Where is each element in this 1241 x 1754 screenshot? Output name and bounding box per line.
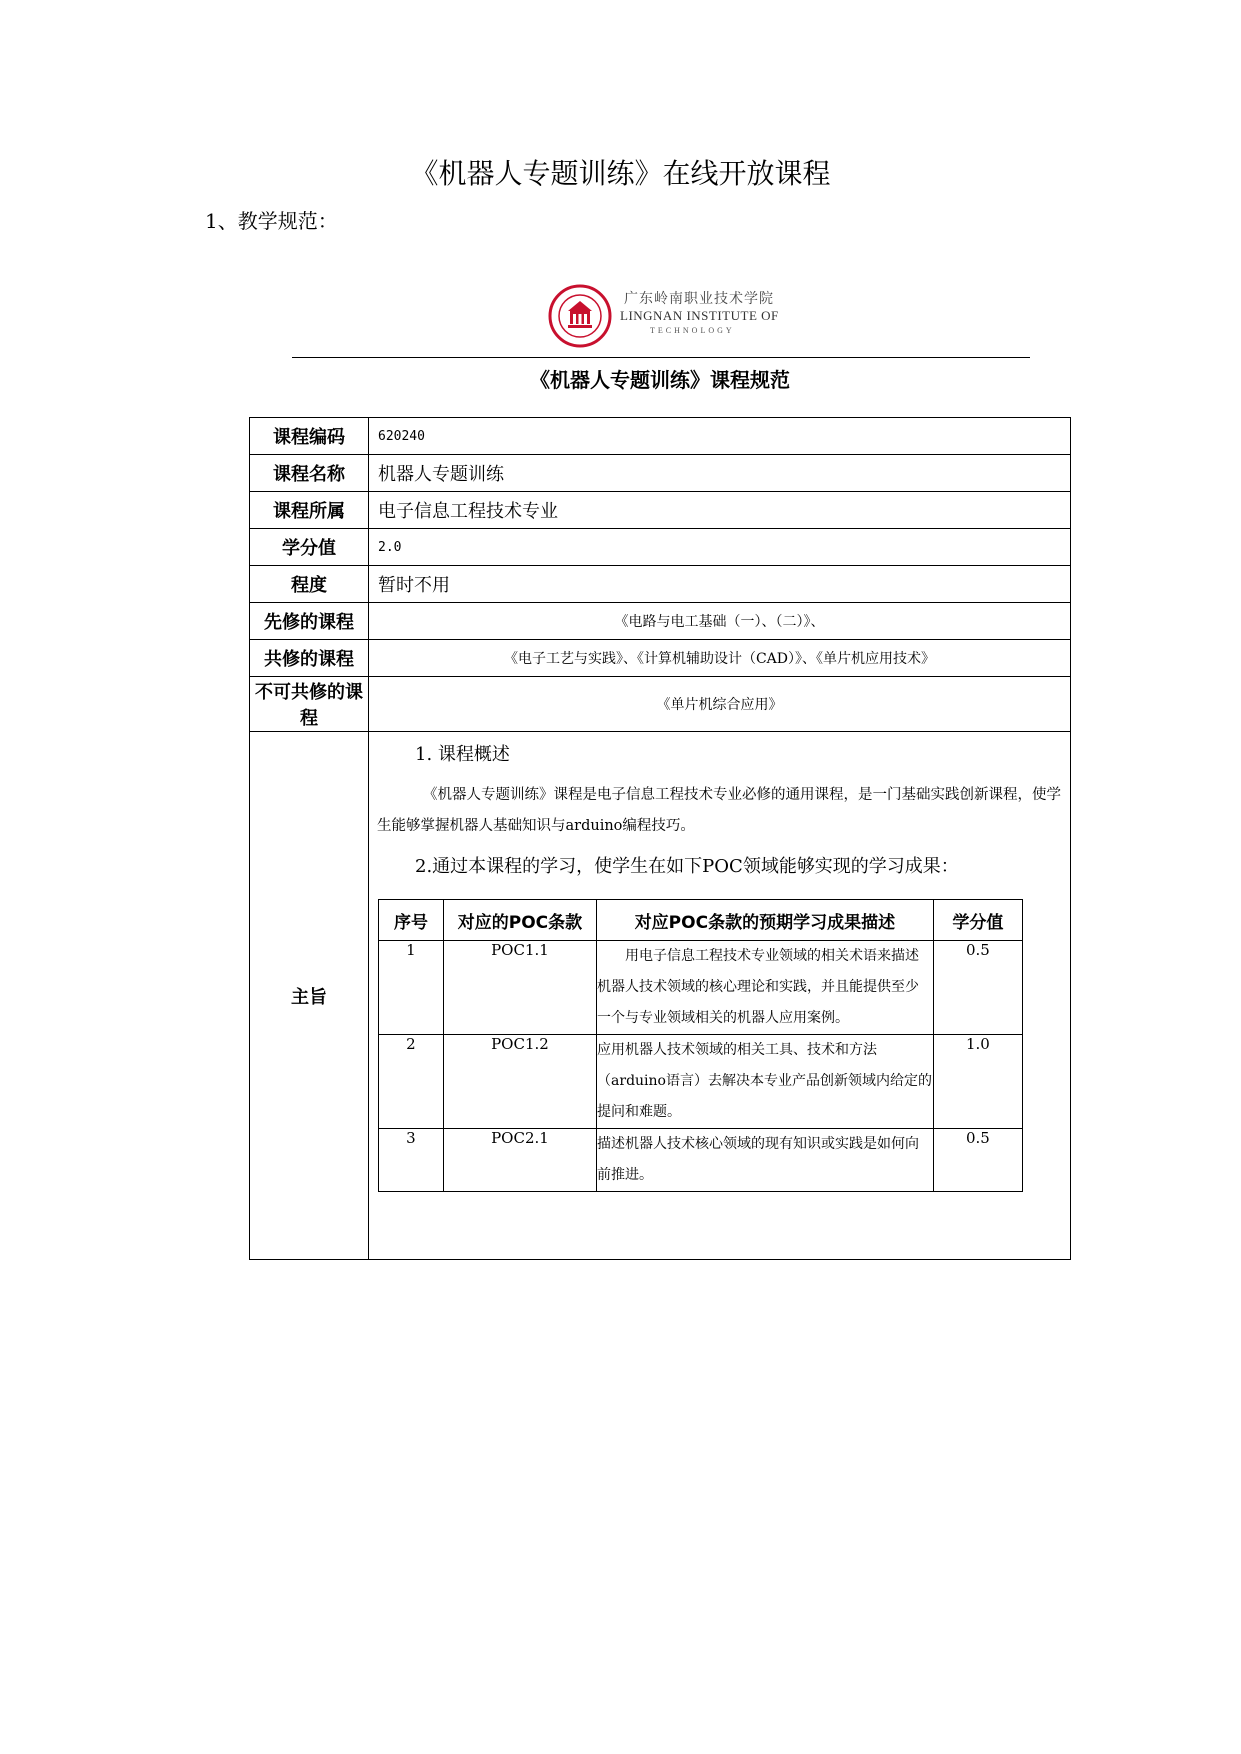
poc-code: POC1.2: [443, 1035, 596, 1129]
school-logo: [548, 284, 788, 350]
poc-code: POC1.1: [443, 941, 596, 1035]
poc-row: [379, 1129, 1023, 1192]
poc-no: 2: [379, 1035, 444, 1129]
row-label: 课程编码: [250, 418, 369, 455]
outcomes-heading: 2.通过本课程的学习，使学生在如下POC领域能够实现的学习成果：: [415, 856, 959, 877]
poc-credit: 1.0: [933, 1035, 1022, 1129]
course-department: 电子信息工程技术专业: [369, 492, 1071, 529]
table-row: [250, 529, 1071, 566]
row-label: 共修的课程: [250, 640, 369, 677]
table-row: [250, 640, 1071, 677]
row-label: 课程名称: [250, 455, 369, 492]
poc-credit: 0.5: [933, 1129, 1022, 1192]
row-label: 不可共修的课程: [250, 677, 369, 732]
poc-row: [379, 1035, 1023, 1129]
school-name-en-2: TECHNOLOGY: [650, 326, 735, 335]
page-title: 《机器人专题训练》在线开放课程: [410, 157, 831, 190]
course-code: 620240: [369, 418, 1071, 455]
row-label: 主旨: [250, 732, 369, 1260]
poc-row: [379, 941, 1023, 1035]
table-row: [250, 603, 1071, 640]
poc-header-row: [379, 900, 1023, 941]
corequisite-courses: 《电子工艺与实践》、《计算机辅助设计（CAD）》、《单片机应用技术》: [369, 640, 1071, 677]
row-label: 程度: [250, 566, 369, 603]
header-divider: [292, 357, 1030, 358]
row-label: 先修的课程: [250, 603, 369, 640]
header-credit: 学分值: [933, 900, 1022, 941]
header-no: 序号: [379, 900, 444, 941]
course-name: 机器人专题训练: [369, 455, 1071, 492]
row-label: 课程所属: [250, 492, 369, 529]
overview-heading: 1. 课程概述: [415, 744, 510, 765]
header-desc: 对应POC条款的预期学习成果描述: [597, 900, 934, 941]
school-seal-icon: [548, 284, 612, 348]
header-poc: 对应的POC条款: [443, 900, 596, 941]
table-row: [250, 732, 1071, 1260]
school-name-cn: 广东岭南职业技术学院: [624, 291, 774, 307]
course-level: 暂时不用: [369, 566, 1071, 603]
spec-title: 《机器人专题训练》课程规范: [530, 368, 790, 392]
table-row: [250, 455, 1071, 492]
prerequisite-courses: 《电路与电工基础（一）、（二）》、: [369, 603, 1071, 640]
table-row: [250, 418, 1071, 455]
poc-no: 3: [379, 1129, 444, 1192]
course-spec-table: [249, 417, 1071, 1260]
course-credits: 2.0: [369, 529, 1071, 566]
poc-code: POC2.1: [443, 1129, 596, 1192]
main-purpose-cell: [369, 732, 1071, 1260]
excluded-courses: 《单片机综合应用》: [369, 677, 1071, 732]
section-label: 1、教学规范：: [205, 209, 338, 233]
poc-table: [378, 899, 1023, 1192]
poc-desc: 应用机器人技术领域的相关工具、技术和方法（arduino语言）去解决本专业产品创新领域内给定的提问和难题。: [597, 1035, 934, 1129]
school-name-en: LINGNAN INSTITUTE OF: [620, 308, 779, 323]
poc-no: 1: [379, 941, 444, 1035]
table-row: [250, 492, 1071, 529]
overview-paragraph: 《机器人专题训练》课程是电子信息工程技术专业必修的通用课程，是一门基础实践创新课程，使学生能够掌握机器人基础知识与arduino编程技巧。: [377, 787, 1061, 834]
poc-credit: 0.5: [933, 941, 1022, 1035]
poc-desc: 用电子信息工程技术专业领域的相关术语来描述机器人技术领域的核心理论和实践，并且能提供至少一个与专业领域相关的机器人应用案例。: [597, 941, 934, 1035]
poc-desc: 描述机器人技术核心领域的现有知识或实践是如何向前推进。: [597, 1129, 934, 1192]
table-row: [250, 566, 1071, 603]
row-label: 学分值: [250, 529, 369, 566]
table-row: [250, 677, 1071, 732]
